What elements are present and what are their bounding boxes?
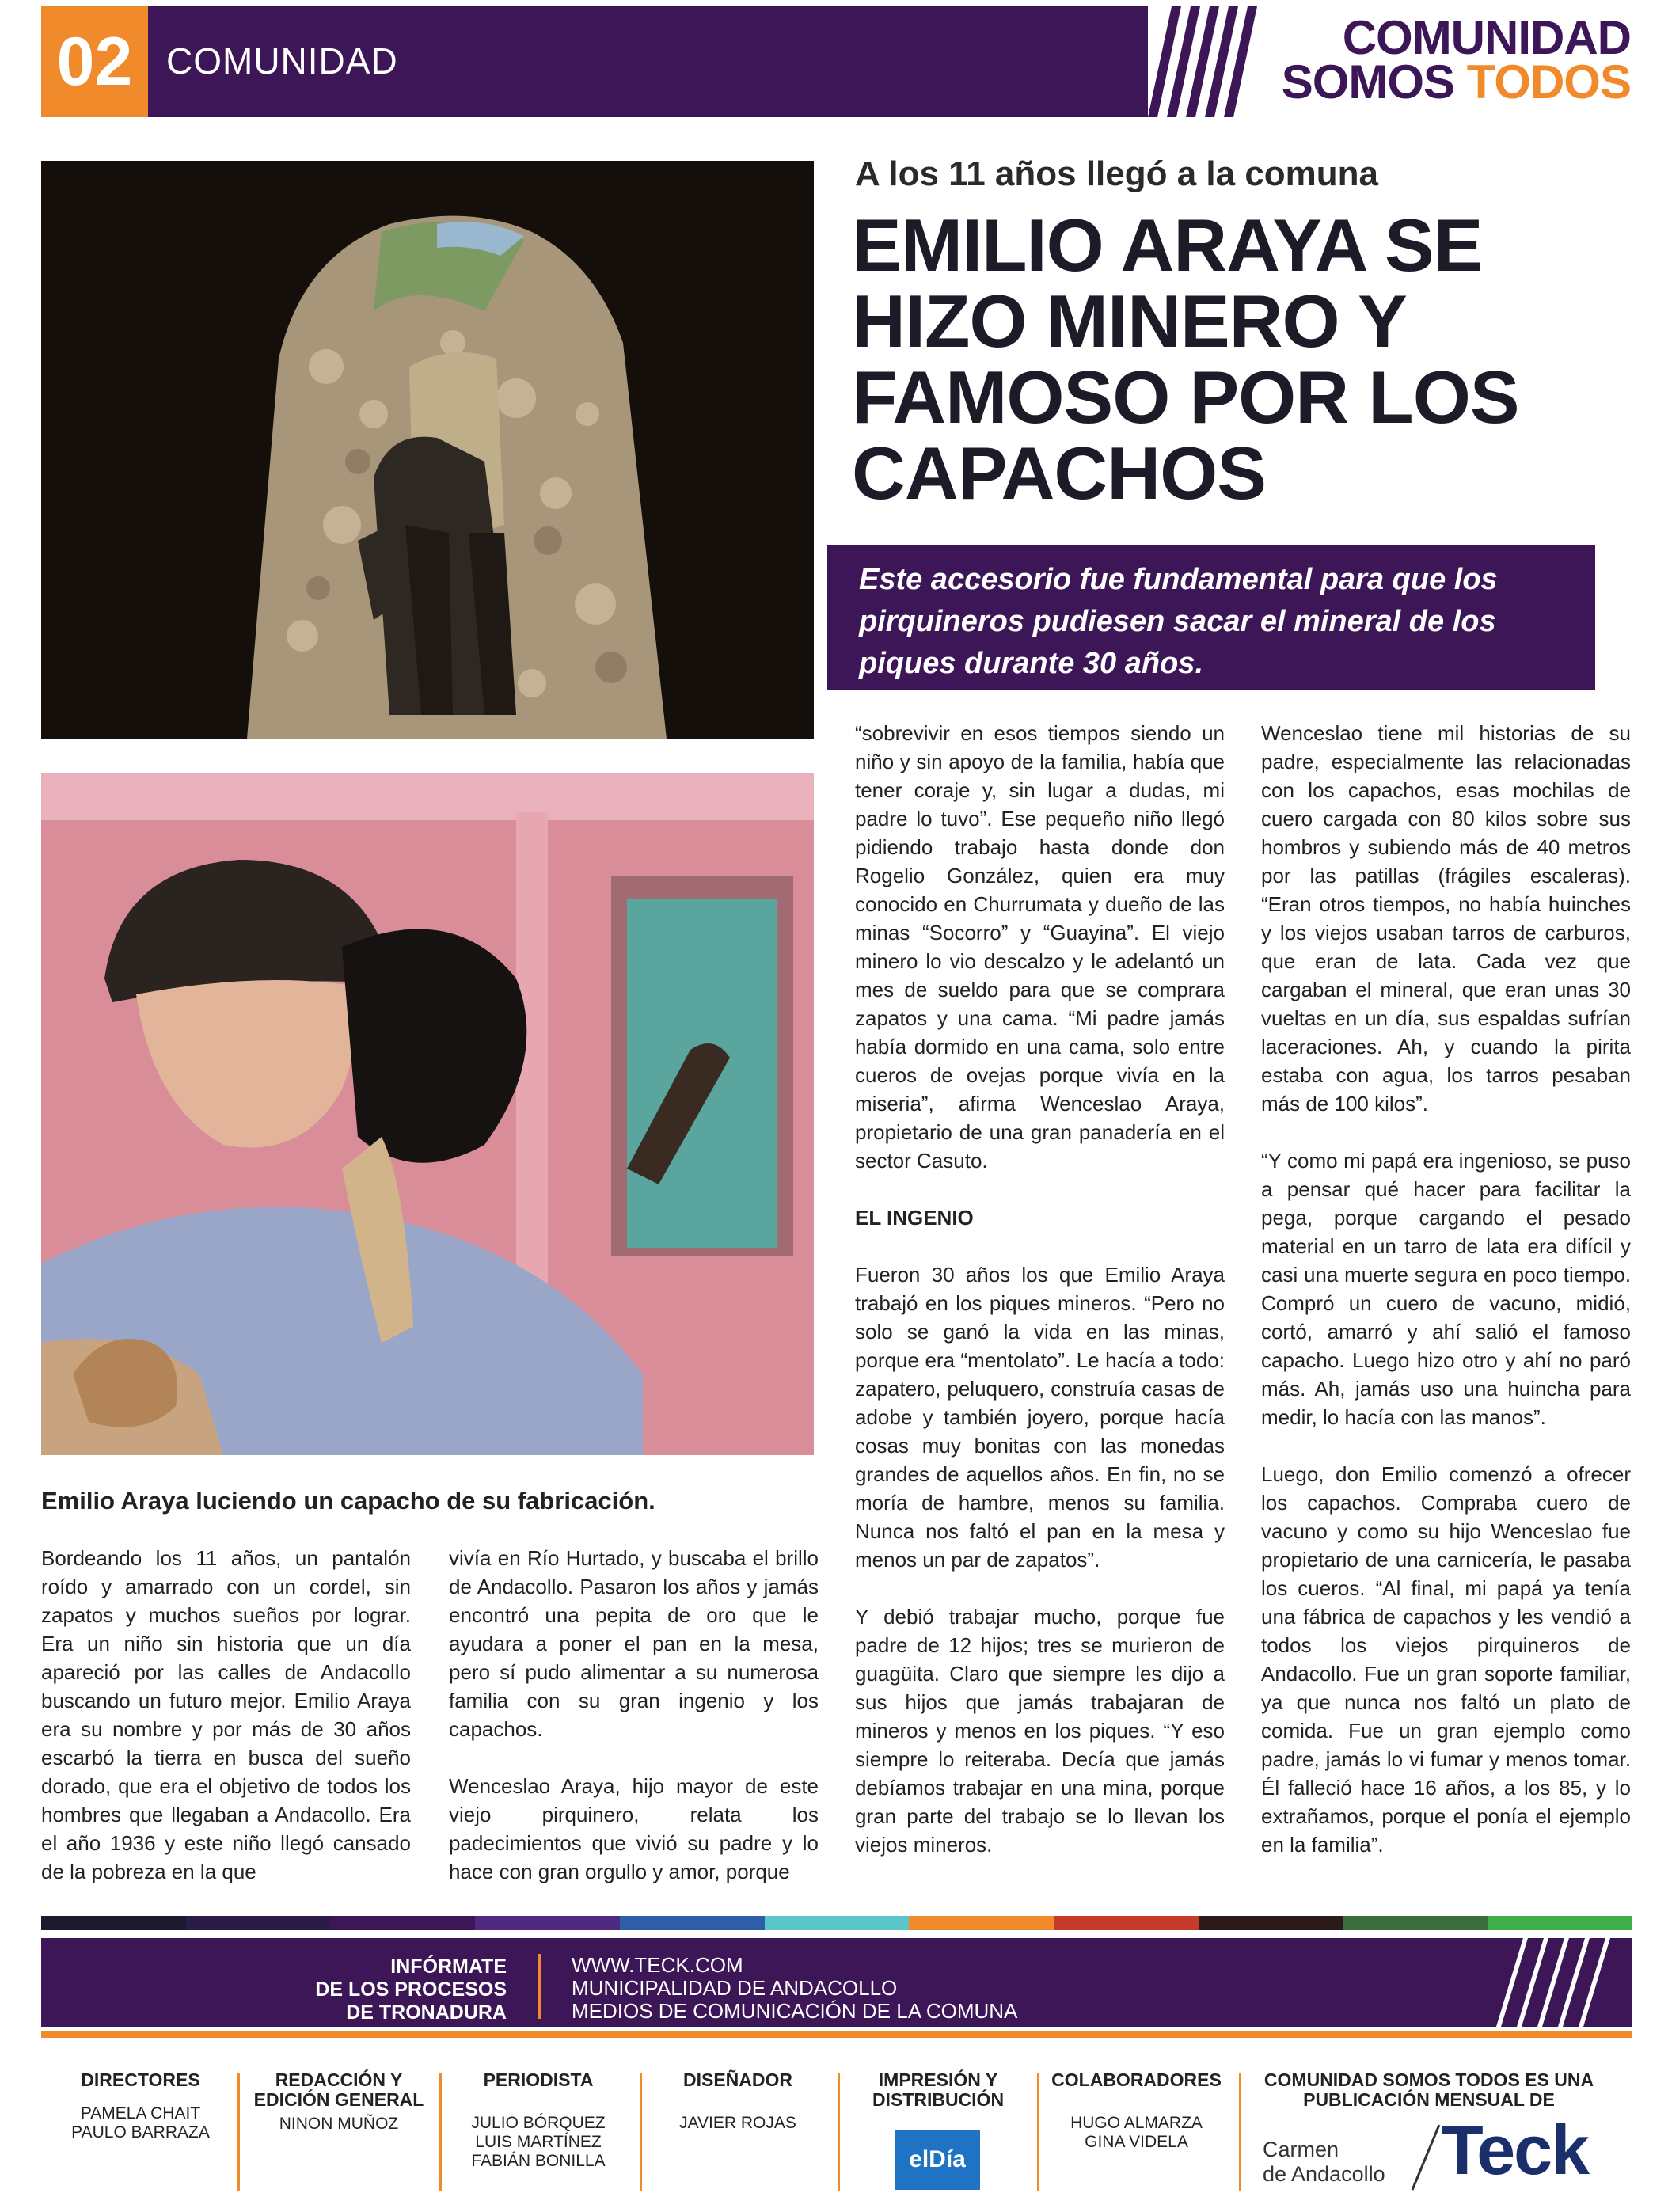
body-column-4 xyxy=(1261,719,1631,1887)
info-link[interactable]: WWW.TECK.COM xyxy=(572,1953,743,1977)
info-title-line: DE TRONADURA xyxy=(346,2001,507,2024)
credit-names xyxy=(1043,2114,1229,2152)
credit-names xyxy=(55,2104,226,2142)
article-deck: Este accesorio fue fundamental para que los pirquineros pudiesen sacar el mineral de los piques durante 30 años. xyxy=(827,545,1595,690)
body-column-3 xyxy=(855,719,1225,1887)
credit-title: REDACCIÓN Y EDICIÓN GENERAL xyxy=(253,2069,424,2110)
credit-name: FABIÁN BONILLA xyxy=(471,2152,606,2170)
credit-impresion xyxy=(851,2070,1025,2110)
credit-divider xyxy=(1037,2073,1039,2191)
body-paragraph: Y debió trabajar mucho, porque fue padre de 12 hijos; tres se murieron de guagüita. Claro que siempre les dijo a sus hijos que jamás trabajaran de mineros y menos en los piques. “Y eso siempre lo reiteraba. Decía que jamás debíamos trabajar en una mina, porque gran parte del trabajo se lo llevan los viejos mineros. xyxy=(855,1605,1225,1857)
body-paragraph: Fueron 30 años los que Emilio Araya trabajó en los piques mineros. “Pero no solo se ganó la vida en las minas, porque era “mentolato”. Le hacía a todo: zapatero, peluquero, construía casas de adobe y también joyero, porque hacía cosas muy bonitas con las monedas grandes de aquellos años. En fin, no se moría de hambre, menos su familia. Nunca nos faltó el pan en la mesa y menos un par de zapatos”. xyxy=(855,1263,1225,1572)
credit-colaboradores xyxy=(1043,2070,1229,2152)
credit-directores xyxy=(55,2070,226,2142)
brand-somos: SOMOS xyxy=(1281,55,1455,108)
body-column-1 xyxy=(41,1544,411,1914)
body-paragraph: Wenceslao Araya, hijo mayor de este viejo pirquinero, relata los padecimientos que vivió su padre y lo hace con gran orgullo y amor, porque xyxy=(449,1774,819,1883)
eldia-logo: elDía xyxy=(895,2130,980,2190)
credit-divider xyxy=(439,2073,442,2191)
body-paragraph: Luego, don Emilio comenzó a ofrecer los capachos. Compraba cuero de vacuno y como su hijo Wenceslao fue propietario de una carnicería, le pasaba los cueros. “Al final, mi papá ya tenía una fábrica de capachos y les vendió a todos los viejos pirquineros de Andacollo. Fue un gran soporte familiar, ya que nunca nos faltó un plato de comida. Fue un gran ejemplo como padre, jamás lo vi fumar y menos tomar. Él falleció hace 16 años, a los 85, y lo extrañamos, porque el ponía el ejemplo en la familia”. xyxy=(1261,1462,1631,1857)
portrait-photo xyxy=(41,773,814,1455)
page-number: 02 xyxy=(41,6,148,117)
orange-divider-line xyxy=(41,2031,1632,2038)
credit-name: JULIO BÓRQUEZ xyxy=(471,2114,606,2132)
body-column-2 xyxy=(449,1544,819,1914)
mine-photo xyxy=(41,161,814,739)
brand-line-1: COMUNIDAD xyxy=(1342,11,1631,64)
headline-line: EMILIO ARAYA SE xyxy=(852,203,1483,287)
body-paragraph: vivía en Río Hurtado, y buscaba el brillo de Andacollo. Pasaron los años y jamás encontró una pepita de oro que le ayudara a poner el pan en la mesa, pero sí pudo alimentar a su numerosa familia con su gran ingenio y los capachos. xyxy=(449,1546,819,1741)
credit-divider xyxy=(237,2073,240,2191)
publication-note xyxy=(1255,2070,1603,2110)
credit-name: PAULO BARRAZA xyxy=(71,2123,210,2142)
brand-todos: TODOS xyxy=(1466,55,1631,108)
credit-names xyxy=(252,2115,426,2134)
credit-name: NINON MUÑOZ xyxy=(279,2115,399,2133)
credit-title: COLABORADORES xyxy=(1051,2069,1222,2090)
brand-line-2 xyxy=(1235,55,1631,108)
credit-title: DISEÑADOR xyxy=(682,2069,792,2090)
credit-disenador xyxy=(651,2070,825,2133)
carmen-logo-line: de Andacollo xyxy=(1263,2162,1385,2186)
headline-line: CAPACHOS xyxy=(852,431,1266,515)
credit-name: JAVIER ROJAS xyxy=(679,2114,796,2132)
article-headline xyxy=(852,203,1604,515)
credit-name: GINA VIDELA xyxy=(1085,2133,1188,2151)
credit-name: HUGO ALMARZA xyxy=(1070,2114,1203,2132)
credit-title: DIRECTORES xyxy=(81,2069,200,2090)
credit-title: IMPRESIÓN Y DISTRIBUCIÓN xyxy=(872,2069,1005,2110)
credit-divider xyxy=(838,2073,840,2191)
credit-name: LUIS MARTÍNEZ xyxy=(475,2133,602,2151)
diagonal-stripes-graphic xyxy=(1465,1938,1632,2027)
credit-names xyxy=(651,2114,825,2133)
info-title xyxy=(237,1955,507,2024)
headline-line: FAMOSO POR LOS xyxy=(852,355,1519,439)
info-link: MEDIOS DE COMUNICACIÓN DE LA COMUNA xyxy=(572,1999,1018,2023)
photo-caption: Emilio Araya luciendo un capacho de su fabricación. xyxy=(41,1487,655,1515)
body-paragraph: “sobrevivir en esos tiempos siendo un niño y sin apoyo de la familia, había que tener coraje y, sin lugar a dudas, mi padre lo tuvo”. Ese pequeño niño llegó pidiendo trabajo hasta donde don Rogelio González, quien era muy conocido en Churrumata y dueño de las minas “Socorro” y “Guayina”. El viejo minero lo vio descalzo y le adelantó un mes de sueldo para que se comprara zapatos y una cama. “Mi padre jamás había dormido en una cama, solo entre cueros de ovejas porque vivía en la miseria”, afirma Wenceslao Araya, propietario de una gran panadería en el sector Casuto. xyxy=(855,721,1225,1173)
info-links xyxy=(572,1954,1017,2023)
info-title-line: DE LOS PROCESOS xyxy=(315,1978,507,2001)
credit-redaccion xyxy=(252,2070,426,2134)
body-paragraph: “Y como mi papá era ingenioso, se puso a pensar qué hacer para facilitar la pega, porque cargando el pesado material en un tarro de lata era difícil y casi una muerte segura en poco tiempo. Compró un cuero de vacuno, midió, cortó, amarró y ahí salió el famoso capacho. Luego hizo otro y ahí no paró más. Ah, jamás uso una huincha para medir, lo hacía con las manos”. xyxy=(1261,1149,1631,1429)
headline-line: HIZO MINERO Y xyxy=(852,279,1407,363)
article-kicker: A los 11 años llegó a la comuna xyxy=(855,154,1379,193)
credit-title: PERIODISTA xyxy=(483,2069,594,2090)
publication-note-text: COMUNIDAD SOMOS TODOS ES UNA PUBLICACIÓN MENSUAL DE xyxy=(1263,2069,1594,2110)
brand-logo xyxy=(1235,11,1631,108)
body-paragraph: Bordeando los 11 años, un pantalón roído y amarrado con un cordel, sin zapatos y muchos sueños por lograr. Era un niño sin historia que un día apareció por las calles de Andacollo buscando un futuro mejor. Emilio Araya era su nombre y por más de 30 años escarbó la tierra en busca del sueño dorado, que era el objetivo de todos los hombres que llegaban a Andacollo. Era el año 1936 y este niño llegó cansado de la pobreza en la que xyxy=(41,1546,411,1883)
subheading: EL INGENIO xyxy=(855,1206,974,1230)
carmen-logo xyxy=(1263,2138,1385,2187)
info-divider xyxy=(538,1954,541,2019)
carmen-logo-line: Carmen xyxy=(1263,2138,1339,2161)
credit-name: PAMELA CHAIT xyxy=(80,2104,201,2123)
info-title-line: INFÓRMATE xyxy=(390,1955,507,1978)
color-stripe-bar xyxy=(41,1916,1632,1930)
teck-logo: Teck xyxy=(1441,2111,1589,2189)
credit-periodista xyxy=(451,2070,625,2171)
body-paragraph: Wenceslao tiene mil historias de su padre, especialmente las relacionadas con los capachos, esas mochilas de cuero cargada con 80 kilos sobre sus hombros y subiendo más de 40 metros por las patillas (frágiles escaleras). “Eran otros tiempos, no había huinches y los viejos usaban tarros de carburos, que eran de lata. Cada vez que cargaban el mineral, que eran unas 30 vueltas en un día, sus espaldas sufrían laceraciones. Ah, y cuando la pirita estaba con agua, los tarros pesaban más de 100 kilos”. xyxy=(1261,721,1631,1116)
credit-names xyxy=(451,2114,625,2171)
credit-divider xyxy=(1239,2073,1241,2191)
info-link: MUNICIPALIDAD DE ANDACOLLO xyxy=(572,1976,898,2000)
section-title: COMUNIDAD xyxy=(166,40,398,82)
credit-divider xyxy=(640,2073,642,2191)
